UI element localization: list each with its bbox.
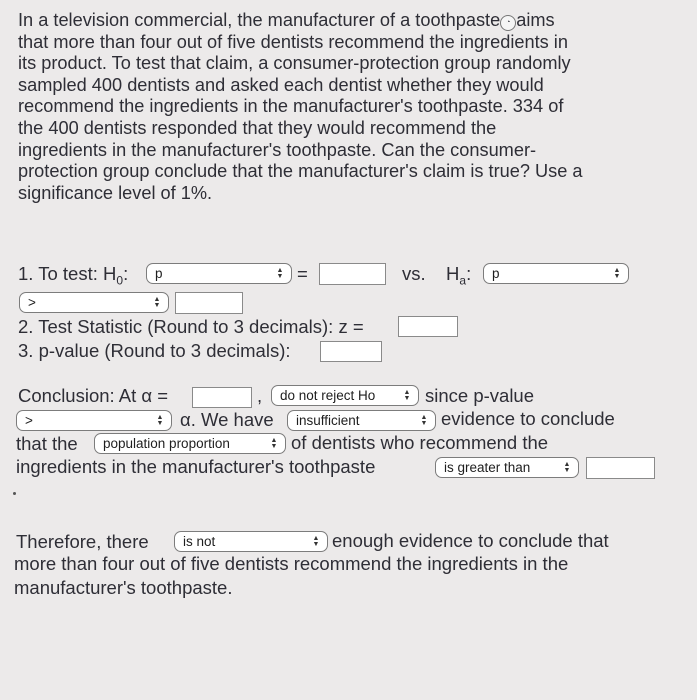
- ha-relation-select[interactable]: > ▲ ▼: [19, 292, 169, 313]
- evidence-level-select[interactable]: insufficient ▲ ▼: [287, 410, 436, 431]
- that-the-label: that the: [16, 433, 78, 454]
- problem-line: ingredients in the manufacturer's toothpaste. Can the consumer-: [18, 139, 537, 160]
- p-value-input[interactable]: [320, 341, 382, 362]
- evidence-to-conclude-label: evidence to conclude: [441, 408, 615, 429]
- select-arrows-icon: ▲ ▼: [156, 413, 164, 427]
- problem-line: In a television commercial, the manufacturer of a toothpaste ◔ aims: [18, 10, 555, 30]
- therefore-line3: manufacturer's toothpaste.: [14, 577, 233, 598]
- h0-equals: =: [297, 263, 308, 284]
- therefore-line2: more than four out of five dentists recommend the ingredients in the: [14, 553, 569, 574]
- ha-parameter-select[interactable]: p ▲ ▼: [483, 263, 629, 284]
- problem-line: protection group conclude that the manufacturer's claim is true? Use a: [18, 161, 583, 182]
- parameter-select[interactable]: population proportion ▲ ▼: [94, 433, 286, 454]
- compare-select[interactable]: > ▲ ▼: [16, 410, 172, 431]
- q3-label: 3. p-value (Round to 3 decimals):: [18, 340, 291, 361]
- select-arrows-icon: ▲ ▼: [403, 388, 411, 402]
- select-arrows-icon: ▲ ▼: [153, 295, 161, 309]
- alpha-input[interactable]: [192, 387, 252, 408]
- select-arrows-icon: ▲ ▼: [270, 436, 278, 450]
- problem-line: the 400 dentists responded that they would recommend the: [18, 117, 497, 138]
- is-not-select[interactable]: is not ▲ ▼: [174, 531, 328, 552]
- comparison-value-input[interactable]: [586, 457, 655, 479]
- select-arrows-icon: ▲ ▼: [563, 460, 571, 474]
- problem-line: sampled 400 dentists and asked each dentist whether they would: [18, 74, 544, 95]
- select-arrows-icon: ▲ ▼: [613, 266, 621, 280]
- test-statistic-input[interactable]: [398, 316, 458, 337]
- q1-label: 1. To test: $H_0$:: [18, 263, 129, 288]
- problem-statement: [18, 10, 678, 204]
- problem-line: that more than four out of five dentists recommend the ingredients in: [18, 31, 568, 52]
- claims-icon: ◔: [500, 15, 516, 31]
- ha-value-input[interactable]: [175, 292, 243, 314]
- stray-dot: [13, 492, 16, 495]
- select-arrows-icon: ▲ ▼: [276, 266, 284, 280]
- ha-label: $H_a$:: [446, 263, 472, 288]
- therefore-prefix: Therefore, there: [16, 531, 149, 552]
- problem-line: its product. To test that claim, a consumer-protection group randomly: [18, 53, 571, 74]
- direction-select[interactable]: is greater than ▲ ▼: [435, 457, 579, 478]
- of-dentists-label: of dentists who recommend the: [291, 432, 549, 453]
- q2-label: 2. Test Statistic (Round to 3 decimals): z =: [18, 316, 364, 337]
- therefore-suffix: enough evidence to conclude that: [332, 530, 609, 551]
- conclusion-at-label: Conclusion: At α =: [18, 385, 169, 406]
- h0-value-input[interactable]: [319, 263, 386, 285]
- problem-line: recommend the ingredients in the manufacturer's toothpaste. 334 of: [18, 96, 564, 117]
- decision-select[interactable]: do not reject Ho ▲ ▼: [271, 385, 419, 406]
- since-label: since p-value: [425, 385, 535, 406]
- h0-parameter-select[interactable]: p ▲ ▼: [146, 263, 292, 284]
- comma: ,: [257, 385, 263, 406]
- vs-label: vs.: [402, 263, 426, 284]
- select-arrows-icon: ▲ ▼: [420, 413, 428, 427]
- ingredients-label: ingredients in the manufacturer's toothpaste: [16, 456, 376, 477]
- problem-line: significance level of 1%.: [18, 182, 213, 203]
- alpha-we-have-label: α. We have: [180, 409, 274, 430]
- select-arrows-icon: ▲ ▼: [312, 534, 320, 548]
